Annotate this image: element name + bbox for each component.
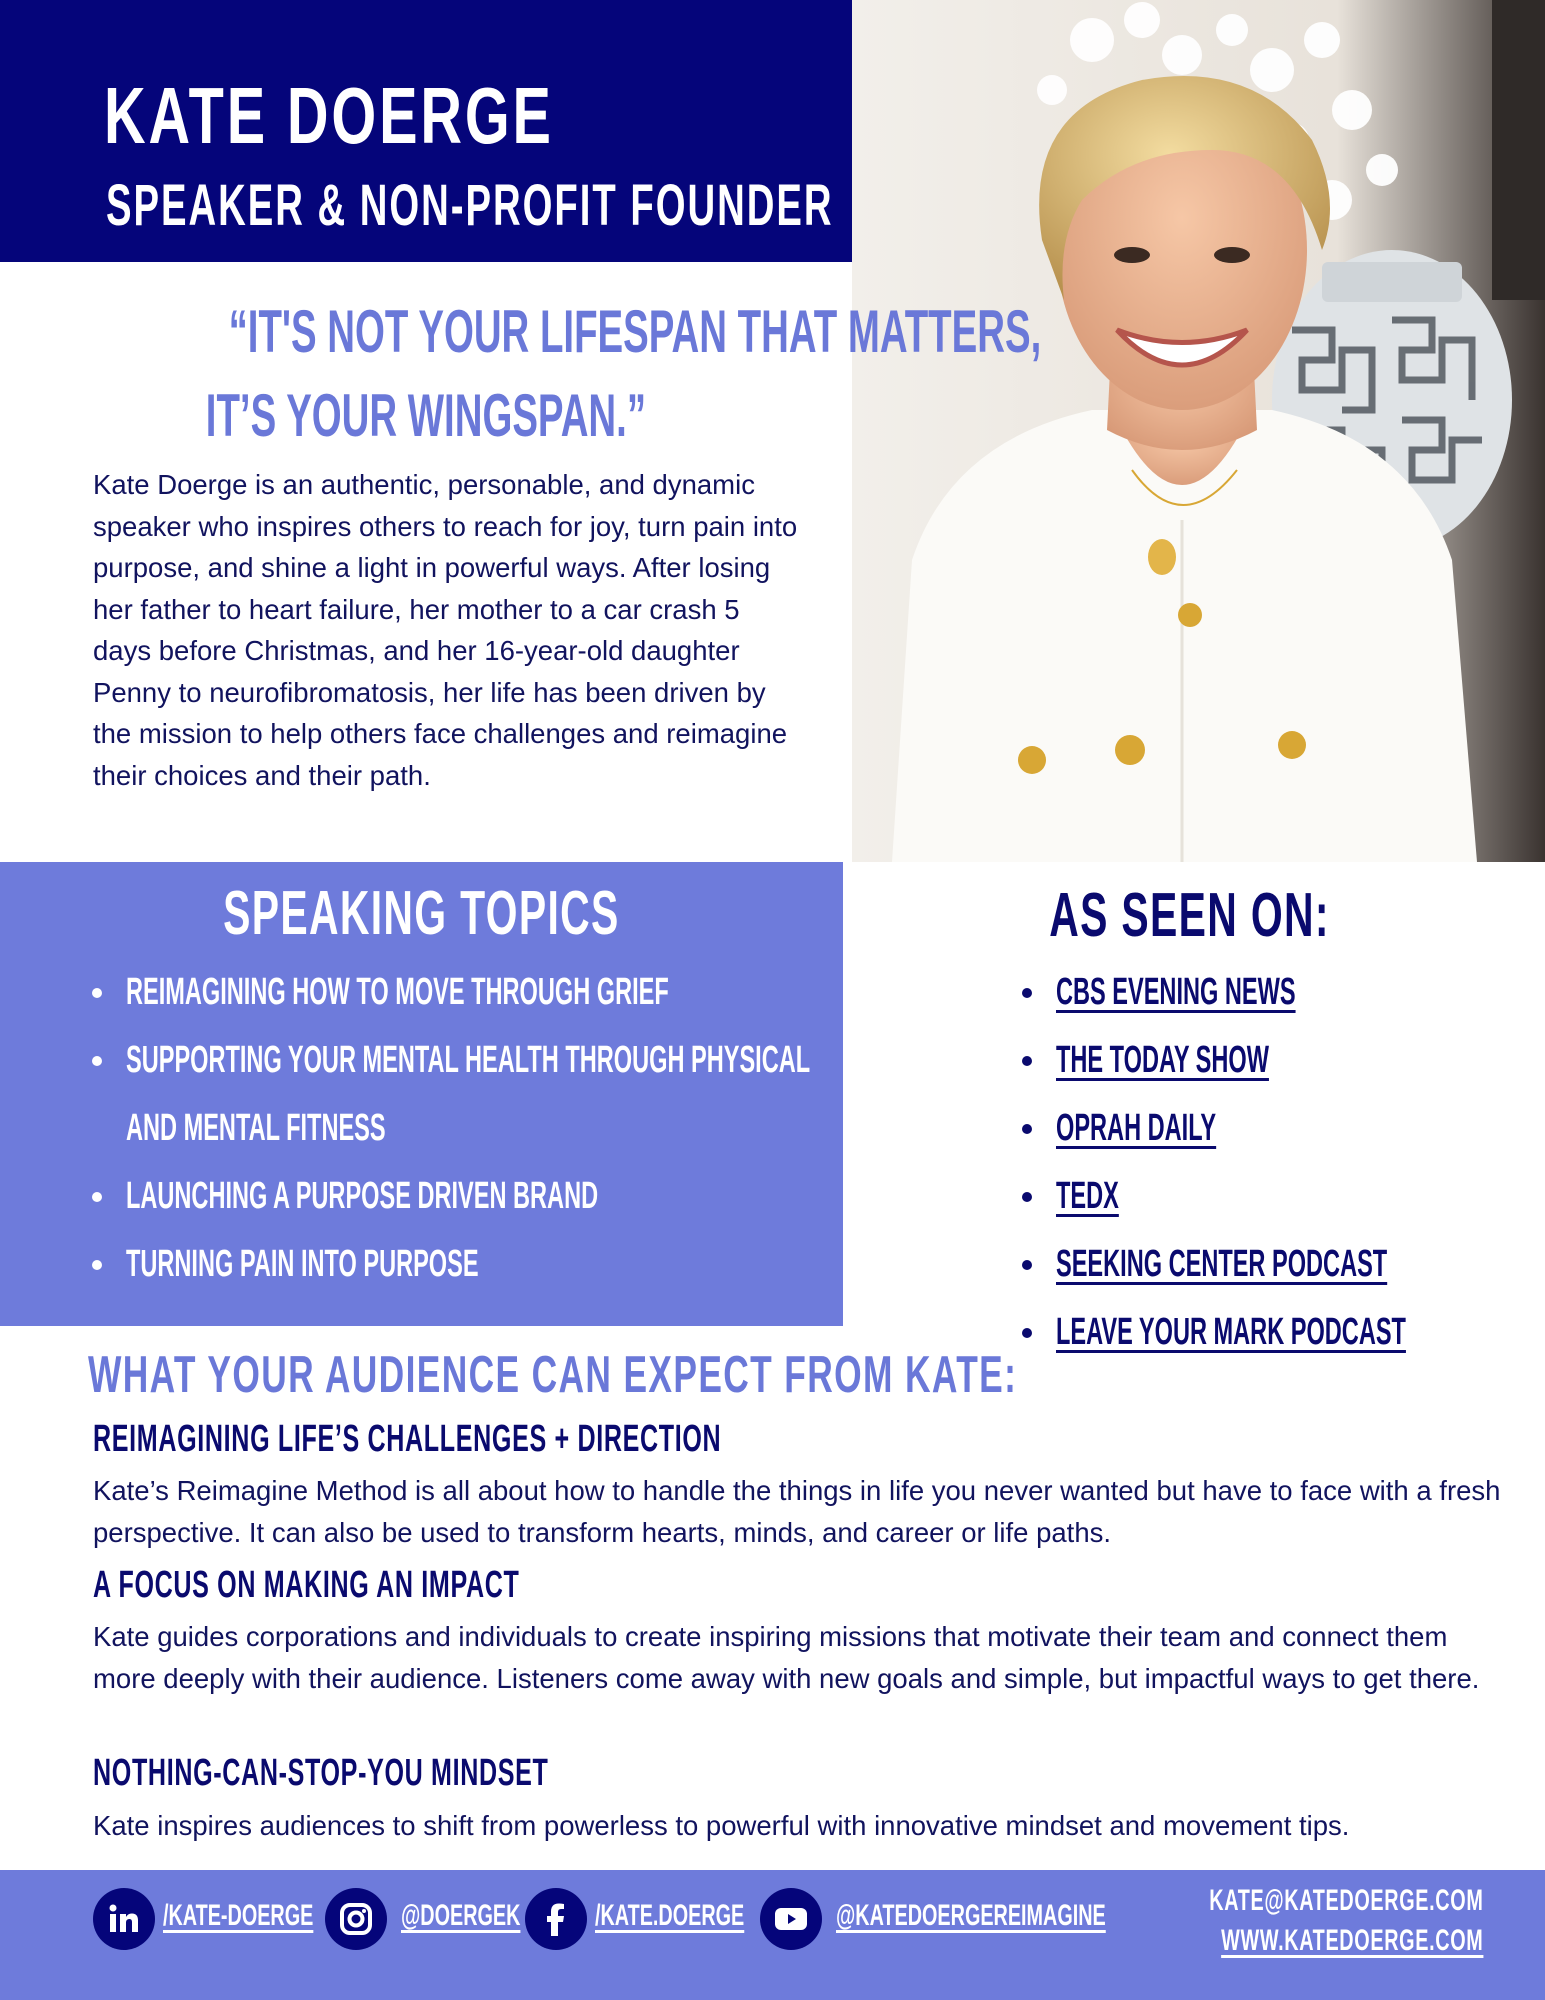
facebook-icon[interactable] [525, 1888, 587, 1950]
bullet-icon [1022, 1192, 1032, 1202]
bio-paragraph: Kate Doerge is an authentic, personable, and dynamic speaker who inspires others to reach for joy, turn pain into purpose, and shine a light in powerful ways. After losing her father to heart failure, her mother to a car crash 5 days before Christmas, and her 16-year-old daughter Penny to neurofibromatosis, her life has been driven by the mission to help others face challenges and reimagine their choices and their path. [93, 469, 798, 791]
quote [0, 290, 1042, 458]
expect-text-2: Kate guides corporations and individuals to create inspiring missions that motivate their team and connect them more deeply with their audience. Listeners come away with new goals and simple, but impactful ways to get there. [93, 1621, 1480, 1694]
bullet-icon [1022, 988, 1032, 998]
media-link-oprah-daily[interactable]: OPRAH DAILY [1022, 1106, 1314, 1150]
website-link[interactable]: WWW.KATEDOERGE.COM [1220, 1924, 1483, 1957]
instagram-link[interactable]: @DOERGEK [401, 1899, 521, 1932]
quote-line-2: IT’S YOUR WINGSPAN.” [205, 382, 647, 449]
bullet-icon [1022, 1124, 1032, 1134]
topic-item-continuation: AND MENTAL FITNESS [126, 1107, 386, 1150]
media-link-seeking-center[interactable]: SEEKING CENTER PODCAST [1022, 1242, 1545, 1286]
topic-item: LAUNCHING A PURPOSE DRIVEN BRAND [92, 1174, 887, 1218]
topic-item: REIMAGINING HOW TO MOVE THROUGH GRIEF [92, 970, 1001, 1014]
linkedin-link[interactable]: /KATE-DOERGE [163, 1899, 314, 1932]
facebook-link[interactable]: /KATE.DOERGE [595, 1899, 745, 1932]
header-banner [0, 0, 852, 262]
expect-heading-1: REIMAGINING LIFE’S CHALLENGES + DIRECTION [93, 1418, 722, 1460]
linkedin-icon[interactable] [93, 1888, 155, 1950]
expect-heading-3: NOTHING-CAN-STOP-YOU MINDSET [93, 1752, 549, 1794]
bullet-icon [92, 1192, 102, 1202]
speaking-topics-title: SPEAKING TOPICS [223, 879, 620, 948]
youtube-link[interactable]: @KATEDOERGEREIMAGINE [836, 1899, 1106, 1932]
youtube-icon[interactable] [760, 1888, 822, 1950]
quote-line-1: “IT'S NOT YOUR LIFESPAN THAT MATTERS, [228, 298, 1042, 365]
bullet-icon [1022, 1328, 1032, 1338]
topic-item: TURNING PAIN INTO PURPOSE [92, 1242, 695, 1286]
email-link[interactable]: KATE@KATEDOERGE.COM [1208, 1884, 1483, 1917]
expect-heading-2: A FOCUS ON MAKING AN IMPACT [93, 1564, 520, 1606]
expect-text-3: Kate inspires audiences to shift from powerless to powerful with innovative mindset and movement tips. [93, 1810, 1350, 1841]
instagram-icon[interactable] [325, 1888, 387, 1950]
media-link-leave-your-mark[interactable]: LEAVE YOUR MARK PODCAST [1022, 1310, 1545, 1354]
bullet-icon [92, 1056, 102, 1066]
expect-title: WHAT YOUR AUDIENCE CAN EXPECT FROM KATE: [88, 1346, 1018, 1404]
bullet-icon [92, 988, 102, 998]
bullet-icon [1022, 1056, 1032, 1066]
bullet-icon [1022, 1260, 1032, 1270]
expect-text-1: Kate’s Reimagine Method is all about how to handle the things in life you never wanted but have to face with a fresh perspective. It can also be used to transform hearts, minds, and career or life paths. [93, 1475, 1501, 1548]
speaker-photo [852, 0, 1545, 862]
as-seen-on-title: AS SEEN ON: [1049, 881, 1331, 950]
speaker-name: KATE DOERGE [104, 71, 554, 160]
media-link-cbs[interactable]: CBS EVENING NEWS [1022, 970, 1442, 1014]
media-link-today-show[interactable]: THE TODAY SHOW [1022, 1038, 1399, 1082]
speaker-role: SPEAKER & NON-PROFIT FOUNDER [106, 173, 834, 238]
bullet-icon [92, 1260, 102, 1270]
topic-item: SUPPORTING YOUR MENTAL HEALTH THROUGH PHYSICAL [92, 1038, 1229, 1082]
media-link-tedx[interactable]: TEDX [1022, 1174, 1157, 1218]
